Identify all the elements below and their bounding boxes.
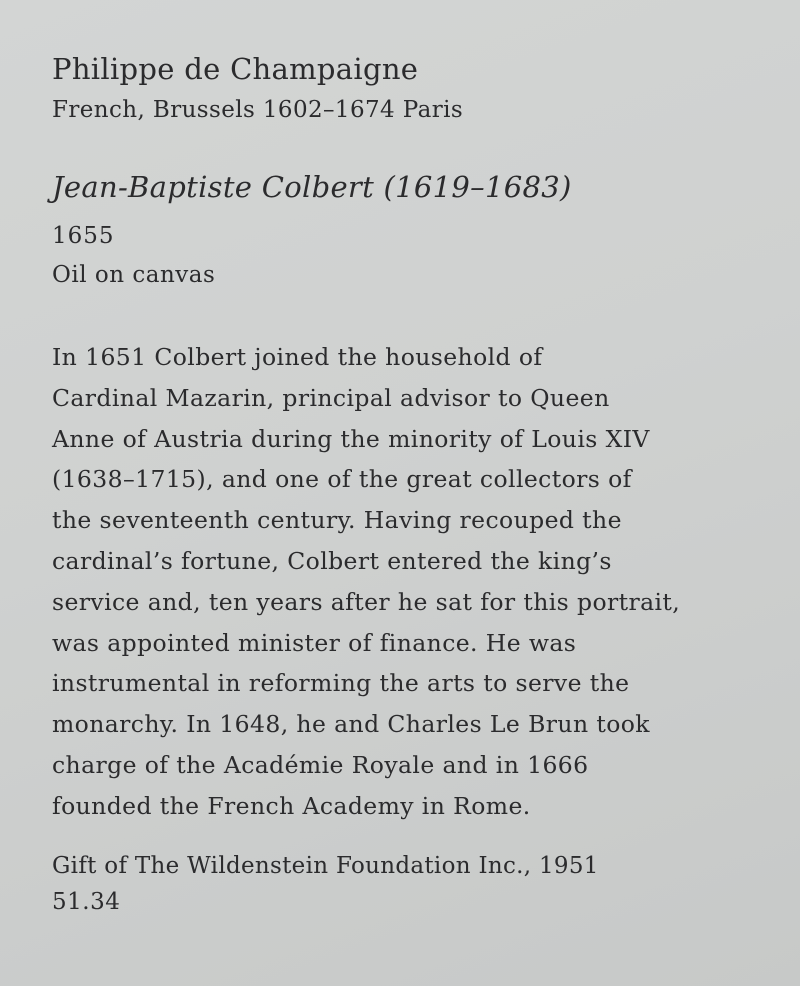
description-line: cardinal’s fortune, Colbert entered the king’s [52, 546, 612, 575]
accession-number: 51.34 [52, 889, 121, 915]
description-line: monarchy. In 1648, he and Charles Le Brun took [52, 710, 650, 739]
artwork-date: 1655 [52, 223, 115, 249]
description-line: founded the French Academy in Rome. [52, 791, 531, 820]
credit-line: Gift of The Wildenstein Foundation Inc., 1951 [52, 853, 599, 879]
artist-nationality-dates: French, Brussels 1602–1674 Paris [52, 97, 464, 123]
description-line: was appointed minister of finance. He was [52, 628, 577, 657]
description-line: charge of the Académie Royale and in 1666 [52, 750, 589, 779]
description-line: Anne of Austria during the minority of Louis XIV [52, 424, 650, 453]
description-line: Cardinal Mazarin, principal advisor to Queen [52, 383, 610, 412]
description-line: the seventeenth century. Having recouped the [52, 506, 622, 535]
description-line: service and, ten years after he sat for this portrait, [52, 587, 681, 616]
artwork-title: Jean-Baptiste Colbert (1619–1683) [52, 170, 572, 204]
artwork-medium: Oil on canvas [52, 262, 216, 288]
description-line: (1638–1715), and one of the great collectors of [52, 465, 632, 494]
description-line: In 1651 Colbert joined the household of [52, 343, 543, 371]
artist-name: Philippe de Champaigne [52, 52, 419, 86]
description-paragraph [52, 337, 680, 827]
description-line: instrumental in reforming the arts to serve the [52, 669, 630, 698]
